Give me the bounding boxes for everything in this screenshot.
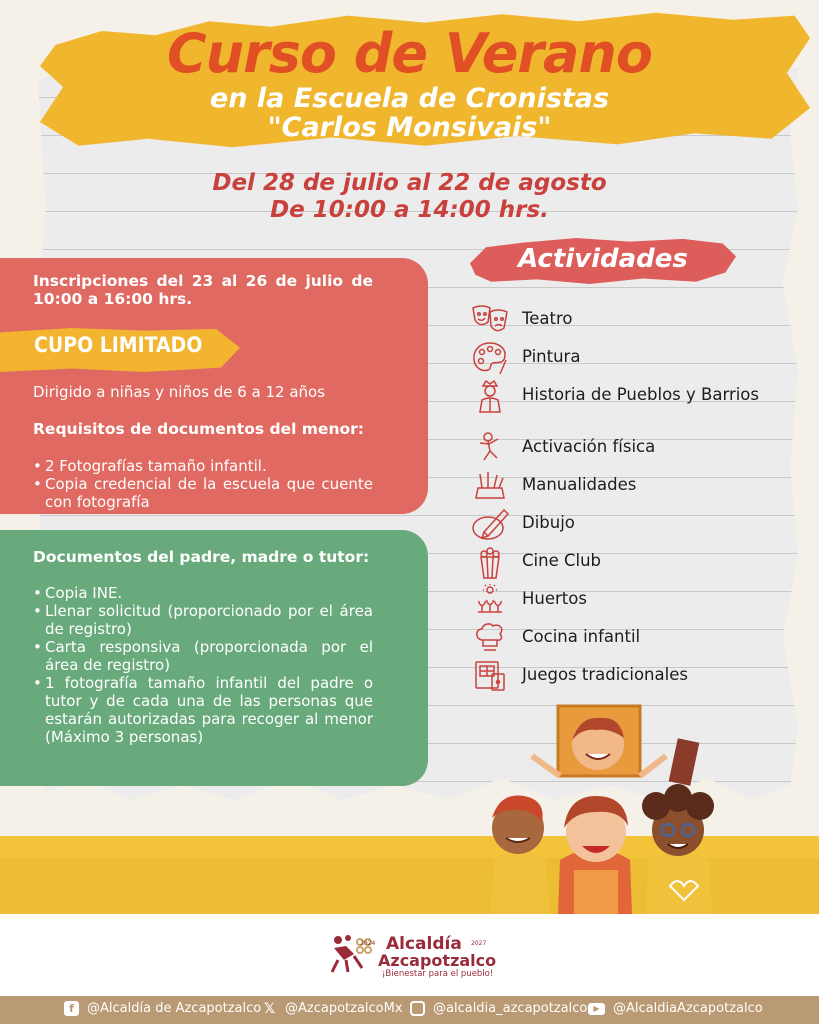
activity-teatro: [470, 302, 770, 340]
activity-label: Activación física: [522, 436, 656, 456]
activity-label: Teatro: [522, 308, 573, 328]
x-handle: @AzcapotzalcoMx: [285, 1001, 403, 1016]
activity-label: Huertos: [522, 588, 587, 608]
list-item: • Copia credencial de la escuela que cuente con fotografía: [33, 475, 373, 511]
cupo-limitado-label: CUPO LIMITADO: [34, 333, 203, 357]
activity-dibujo: [470, 506, 770, 544]
activity-label: Pintura: [522, 346, 581, 366]
theater-masks-icon: [470, 302, 510, 338]
page-title: Curso de Verano: [167, 22, 652, 85]
parent-docs-title: Documentos del padre, madre o tutor:: [33, 548, 370, 566]
subtitle-line-2: "Carlos Monsivais": [267, 112, 552, 143]
activity-pintura: [470, 340, 770, 378]
paint-palette-icon: [470, 340, 510, 376]
schedule-dates: Del 28 de julio al 22 de agosto: [212, 170, 607, 196]
activity-cine-club: [470, 544, 770, 582]
inscripciones-text: Inscripciones del 23 al 26 de julio de 10:00 a 16:00 hrs.: [33, 272, 373, 308]
logo-line-2: Azcapotzalco: [378, 951, 497, 970]
parent-docs-list: [33, 584, 373, 746]
list-item: • Copia INE.: [33, 584, 373, 602]
requisitos-title: Requisitos de documentos del menor:: [33, 420, 364, 438]
activity-label: Dibujo: [522, 512, 575, 532]
facebook-handle: @Alcaldía de Azcapotzalco: [87, 1001, 262, 1016]
list-item: • Llenar solicitud (proporcionado por el área de registro): [33, 602, 373, 638]
social-youtube[interactable]: [588, 1001, 763, 1016]
schedule: [0, 170, 819, 224]
logo-line-1: Alcaldía: [386, 934, 462, 954]
audience-text: Dirigido a niñas y niños de 6 a 12 años: [33, 383, 326, 401]
activity-historia: [470, 378, 770, 416]
youtube-handle: @AlcaldiaAzcapotzalco: [613, 1001, 763, 1016]
subtitle-line-1: en la Escuela de Cronistas: [209, 83, 610, 114]
activity-label: Cocina infantil: [522, 626, 641, 646]
list-item: • 2 Fotografías tamaño infantil.: [33, 457, 373, 475]
social-x[interactable]: [262, 1001, 403, 1016]
activity-huertos: [470, 582, 770, 620]
requisitos-list: [33, 457, 373, 511]
chef-hat-icon: [470, 620, 510, 656]
crafts-icon: [470, 468, 510, 504]
sprout-icon: [470, 582, 510, 618]
x-icon: 𝕏: [263, 1000, 276, 1017]
page-subtitle: [0, 84, 819, 142]
activity-label: Cine Club: [522, 550, 601, 570]
activity-activacion: [470, 430, 770, 468]
schedule-hours: De 10:00 a 14:00 hrs.: [270, 197, 549, 223]
historic-figure-icon: [470, 378, 510, 414]
facebook-icon: f: [64, 1001, 79, 1016]
activity-cocina: [470, 620, 770, 658]
list-item: • 1 fotografía tamaño infantil del padre o tutor y de cada una de las personas que estarán autorizadas para recoger al menor (Máximo 3 personas): [33, 674, 373, 746]
alcaldia-logo-icon: [326, 930, 372, 976]
board-game-icon: [470, 658, 510, 694]
activity-label: Manualidades: [522, 474, 637, 494]
activity-manualidades: [470, 468, 770, 506]
exercise-icon: [470, 430, 510, 466]
instagram-icon: [410, 1001, 425, 1016]
list-item: • Carta responsiva (proporcionada por el área de registro): [33, 638, 373, 674]
children-illustration: [470, 700, 740, 914]
drawing-pencil-icon: [470, 506, 510, 542]
logo-year-start: 2024: [360, 940, 376, 947]
social-facebook[interactable]: [64, 1001, 261, 1016]
instagram-handle: @alcaldia_azcapotzalco: [433, 1001, 588, 1016]
logo-tagline: ¡Bienestar para el pueblo!: [382, 969, 494, 979]
activity-juegos: [470, 658, 770, 696]
logo-year-end: 2027: [471, 940, 487, 947]
activity-label: Juegos tradicionales: [522, 664, 688, 684]
activity-label: Historia de Pueblos y Barrios: [522, 384, 760, 404]
social-instagram[interactable]: [410, 1001, 587, 1016]
youtube-icon: ▶: [588, 1003, 605, 1015]
activities-title: Actividades: [518, 244, 688, 274]
popcorn-icon: [470, 544, 510, 580]
social-bar: [0, 996, 819, 1024]
